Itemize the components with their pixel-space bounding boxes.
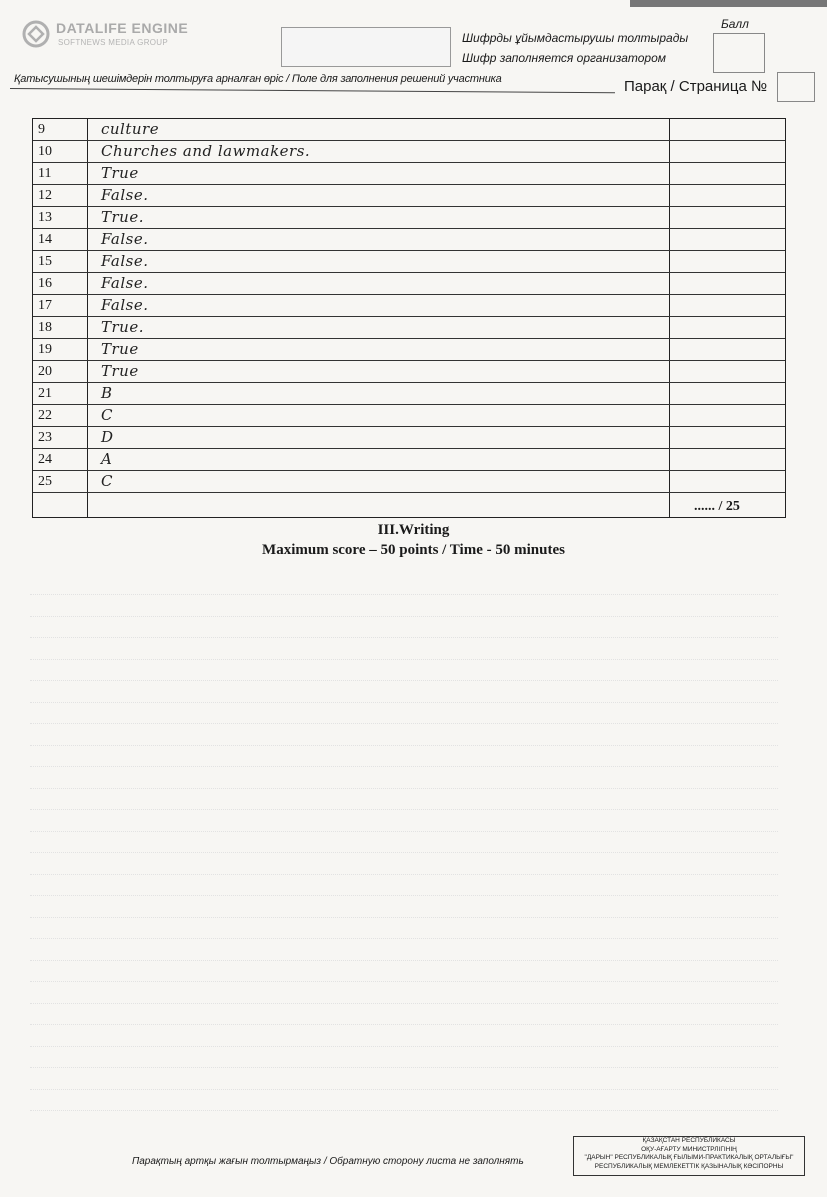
writing-line [30, 680, 778, 681]
answer-row [33, 141, 785, 163]
answer-row [33, 185, 785, 207]
row-rule [33, 492, 785, 493]
stamp-line: ҚАЗАҚСТАН РЕСПУБЛИКАСЫ [642, 1137, 736, 1144]
dle-logo-icon [22, 20, 50, 48]
handwritten-answer[interactable]: A [101, 450, 113, 468]
question-number: 13 [38, 210, 52, 225]
question-number: 11 [38, 166, 52, 181]
question-number: 22 [38, 408, 52, 423]
score-box[interactable] [713, 33, 765, 73]
answer-row [33, 295, 785, 317]
page-number-label: Парақ / Страница № [624, 78, 768, 95]
answer-row [33, 119, 785, 141]
question-number: 15 [38, 254, 52, 269]
question-number: 24 [38, 452, 52, 467]
writing-line [30, 1089, 778, 1090]
writing-line [30, 981, 778, 982]
writing-subtitle: Maximum score – 50 points / Time - 50 minutes [262, 542, 565, 558]
writing-line [30, 938, 778, 939]
answer-table [32, 118, 786, 518]
question-number: 18 [38, 320, 52, 335]
handwritten-answer[interactable]: True. [101, 208, 144, 226]
handwritten-answer[interactable]: Churches and lawmakers. [101, 142, 311, 160]
writing-line [30, 723, 778, 724]
answer-row [33, 207, 785, 229]
stamp-line: "ДАРЫН" РЕСПУБЛИКАЛЫҚ ҒЫЛЫМИ-ПРАКТИКАЛЫҚ ОРТАЛЫҒЫ" [584, 1154, 794, 1162]
handwritten-answer[interactable]: False. [101, 296, 149, 314]
footer-note: Парақтың артқы жағын толтырмаңыз / Обратную сторону листа не заполнять [132, 1156, 524, 1167]
question-number: 25 [38, 474, 52, 489]
handwritten-answer[interactable]: False. [101, 274, 149, 292]
answer-row [33, 273, 785, 295]
writing-line [30, 960, 778, 961]
question-number: 16 [38, 276, 52, 291]
answer-row [33, 449, 785, 471]
writing-line [30, 895, 778, 896]
cipher-label-kz: Шифрды ұйымдастырушы толтырады [462, 31, 689, 45]
handwritten-answer[interactable]: False. [101, 252, 149, 270]
writing-line [30, 766, 778, 767]
header-rule [10, 88, 615, 93]
writing-line [30, 831, 778, 832]
writing-line [30, 1067, 778, 1068]
writing-line [30, 917, 778, 918]
watermark-logo [22, 18, 222, 50]
handwritten-answer[interactable]: True. [101, 318, 144, 336]
question-number: 10 [38, 144, 52, 159]
page-number-box[interactable] [777, 72, 815, 102]
answer-row [33, 229, 785, 251]
handwritten-answer[interactable]: C [101, 406, 113, 424]
top-edge-bar [630, 0, 827, 7]
writing-line [30, 852, 778, 853]
answer-row [33, 163, 785, 185]
handwritten-answer[interactable]: False. [101, 230, 149, 248]
writing-line [30, 745, 778, 746]
answer-row [33, 471, 785, 493]
handwritten-answer[interactable]: True [101, 164, 139, 182]
writing-line [30, 1110, 778, 1111]
handwritten-answer[interactable]: True [101, 362, 139, 380]
cipher-box[interactable] [281, 27, 451, 67]
answer-row [33, 251, 785, 273]
watermark-brand: DATALIFE ENGINE [56, 20, 189, 36]
section-total: ...... / 25 [694, 499, 740, 514]
handwritten-answer[interactable]: culture [101, 120, 160, 138]
score-label: Балл [721, 17, 749, 31]
writing-line [30, 874, 778, 875]
writing-line [30, 594, 778, 595]
question-number: 9 [38, 122, 45, 137]
handwritten-answer[interactable]: True [101, 340, 139, 358]
answer-row [33, 383, 785, 405]
question-number: 12 [38, 188, 52, 203]
writing-line [30, 809, 778, 810]
watermark-sub: SOFTNEWS MEDIA GROUP [58, 38, 169, 47]
stamp-line: РЕСПУБЛИКАЛЫҚ МЕМЛЕКЕТТІК ҚАЗЫНАЛЫҚ КӘСІПОРНЫ [594, 1162, 784, 1170]
answer-row [33, 339, 785, 361]
answer-row [33, 317, 785, 339]
question-number: 17 [38, 298, 52, 313]
handwritten-answer[interactable]: B [101, 384, 113, 402]
cipher-label-ru: Шифр заполняется организатором [462, 51, 666, 65]
writing-line [30, 659, 778, 660]
writing-line [30, 637, 778, 638]
stamp-line: ОҚУ-АҒАРТУ МИНИСТРЛІГІНІҢ [641, 1145, 737, 1153]
answer-row [33, 361, 785, 383]
writing-line [30, 1046, 778, 1047]
writing-line [30, 788, 778, 789]
writing-line [30, 616, 778, 617]
organization-stamp [573, 1136, 805, 1176]
writing-title: III.Writing [377, 522, 450, 538]
answer-row [33, 405, 785, 427]
question-number: 20 [38, 364, 52, 379]
handwritten-answer[interactable]: False. [101, 186, 149, 204]
handwritten-answer[interactable]: D [101, 428, 114, 446]
question-number: 23 [38, 430, 52, 445]
answer-field-label: Қатысушының шешімдерін толтыруға арналған өріс / Поле для заполнения решений участника [14, 73, 502, 85]
writing-line [30, 1003, 778, 1004]
handwritten-answer[interactable]: C [101, 472, 113, 490]
answer-row [33, 427, 785, 449]
writing-line [30, 1024, 778, 1025]
question-number: 14 [38, 232, 52, 247]
question-number: 19 [38, 342, 52, 357]
writing-line [30, 702, 778, 703]
question-number: 21 [38, 386, 52, 401]
